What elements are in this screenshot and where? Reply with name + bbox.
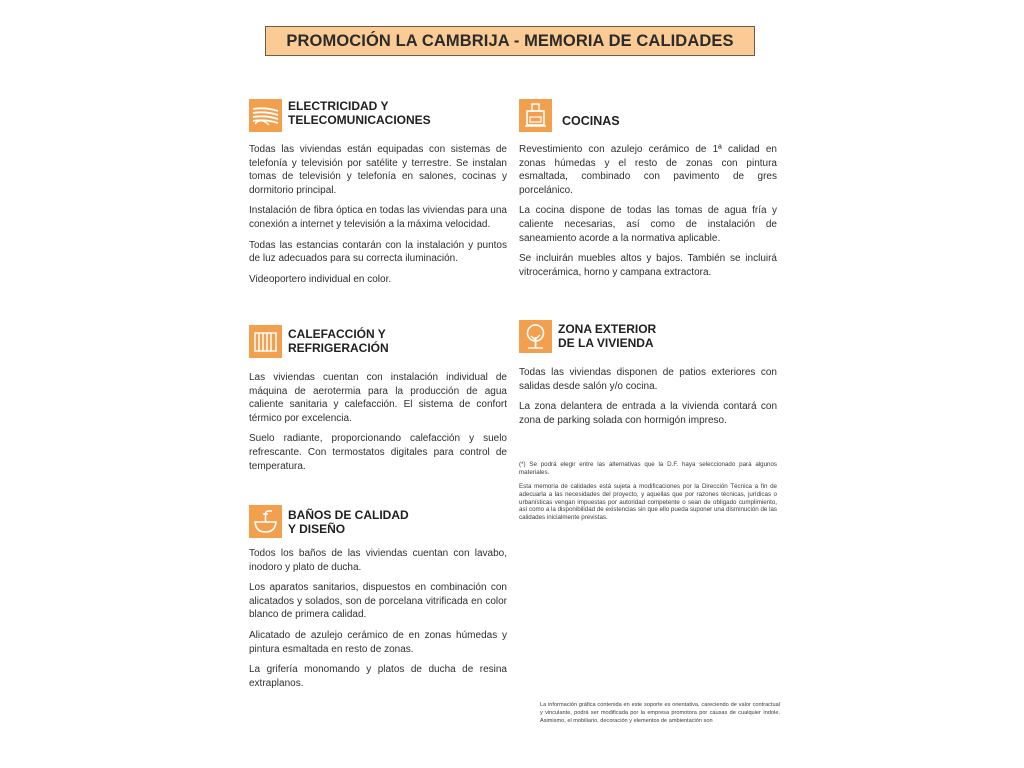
section-zona-exterior bbox=[519, 320, 777, 528]
note: (*) Se podrá elegir entre las alternativas que la D.F. haya seleccionado para algunos materiales. bbox=[519, 461, 777, 477]
legal-disclaimer: La información gráfica contenida en este soporte es orientativa, careciendo de valor contractual y vinculante, podrá ser modificada por la empresa promotora por causas de cualquier índole. Asimismo, el mobiliario, decoración y elementos de ambientación son bbox=[540, 702, 780, 724]
paragraph: Todos los baños de las viviendas cuentan con lavabo, inodoro y plato de ducha. bbox=[249, 548, 507, 573]
paragraph: Instalación de fibra óptica en todas las viviendas para una conexión a internet y televisión a la máxima velocidad. bbox=[249, 205, 507, 230]
paragraph: Todas las viviendas disponen de patios exteriores con salidas desde salón y/o cocina. bbox=[519, 367, 777, 392]
section-banos bbox=[249, 505, 507, 697]
page-title: PROMOCIÓN LA CAMBRIJA - MEMORIA DE CALIDADES bbox=[265, 26, 755, 56]
paragraph: Alicatado de azulejo cerámico de en zonas húmedas y pintura esmaltada en resto de zonas. bbox=[249, 629, 507, 655]
paragraph: La grifería monomando y platos de ducha de resina extraplanos. bbox=[249, 664, 507, 689]
section-calefaccion bbox=[249, 325, 507, 480]
section-title-line2: Y DISEÑO bbox=[288, 522, 346, 536]
section-title-line1: CALEFACCIÓN Y bbox=[288, 327, 386, 341]
section-electricidad bbox=[249, 99, 507, 293]
washbasin-icon bbox=[249, 505, 282, 538]
paragraph: Videoportero individual en color. bbox=[249, 273, 392, 285]
paragraph: Suelo radiante, proporcionando calefacción y suelo refrescante. Con termostatos digitales para control de temperatura. bbox=[249, 433, 507, 472]
section-title-line1: COCINAS bbox=[562, 114, 620, 128]
kitchen-icon bbox=[519, 99, 552, 132]
cables-icon bbox=[249, 99, 282, 132]
note: Esta memoria de calidades está sujeta a modificaciones por la Dirección Técnica a fin de adecuarla a las necesidades del proyecto, y aquellas que por razones técnicas, jurídicas o urbanísticas vengan impuestas por autoridad competente o sean de obligado cumplimiento, así como a la disponibilidad de existencias sin que ello pueda suponer una disminución de las calidades inicialmente previstas. bbox=[519, 482, 777, 522]
paragraph: Las viviendas cuentan con instalación individual de máquina de aerotermia para la producción de agua caliente sanitaria y calefacción. El sistema de confort térmico por excelencia. bbox=[249, 372, 507, 424]
paragraph: La zona delantera de entrada a la vivienda contará con zona de parking solada con hormigón impreso. bbox=[519, 401, 777, 426]
paragraph: Los aparatos sanitarios, dispuestos en combinación con alicatados y solados, son de porcelana vitrificada en color blanco de primera calidad. bbox=[249, 582, 507, 621]
paragraph: Se incluirán muebles altos y bajos. También se incluirá vitrocerámica, horno y campana extractora. bbox=[519, 253, 777, 278]
section-title-line2: TELECOMUNICACIONES bbox=[288, 113, 431, 127]
notes bbox=[519, 461, 777, 522]
radiator-icon bbox=[249, 325, 282, 358]
paragraph: Todas las estancias contarán con la instalación y puntos de luz adecuados para su correcta iluminación. bbox=[249, 239, 507, 265]
section-title-line2: DE LA VIVIENDA bbox=[558, 336, 654, 350]
tree-icon bbox=[519, 320, 552, 353]
paragraph: Todas las viviendas están equipadas con sistemas de telefonía y televisión por satélite y terrestre. Se instalan tomas de televisión y telefonía en salones, cocinas y dormitorio principal. bbox=[249, 144, 507, 196]
section-title-line1: BAÑOS DE CALIDAD bbox=[288, 508, 409, 522]
section-title-line1: ELECTRICIDAD Y bbox=[288, 99, 389, 113]
section-cocinas bbox=[519, 99, 777, 286]
paragraph: La cocina dispone de todas las tomas de agua fría y caliente necesarias, así como de instalación de saneamiento acorde a la normativa aplicable. bbox=[519, 205, 777, 244]
section-title-line2: REFRIGERACIÓN bbox=[288, 341, 389, 355]
section-title-line1: ZONA EXTERIOR bbox=[558, 322, 657, 336]
paragraph: Revestimiento con azulejo cerámico de 1ª calidad en zonas húmedas y el resto de zonas con pintura esmaltada, combinado con pavimento de gres porcelánico. bbox=[519, 144, 777, 196]
